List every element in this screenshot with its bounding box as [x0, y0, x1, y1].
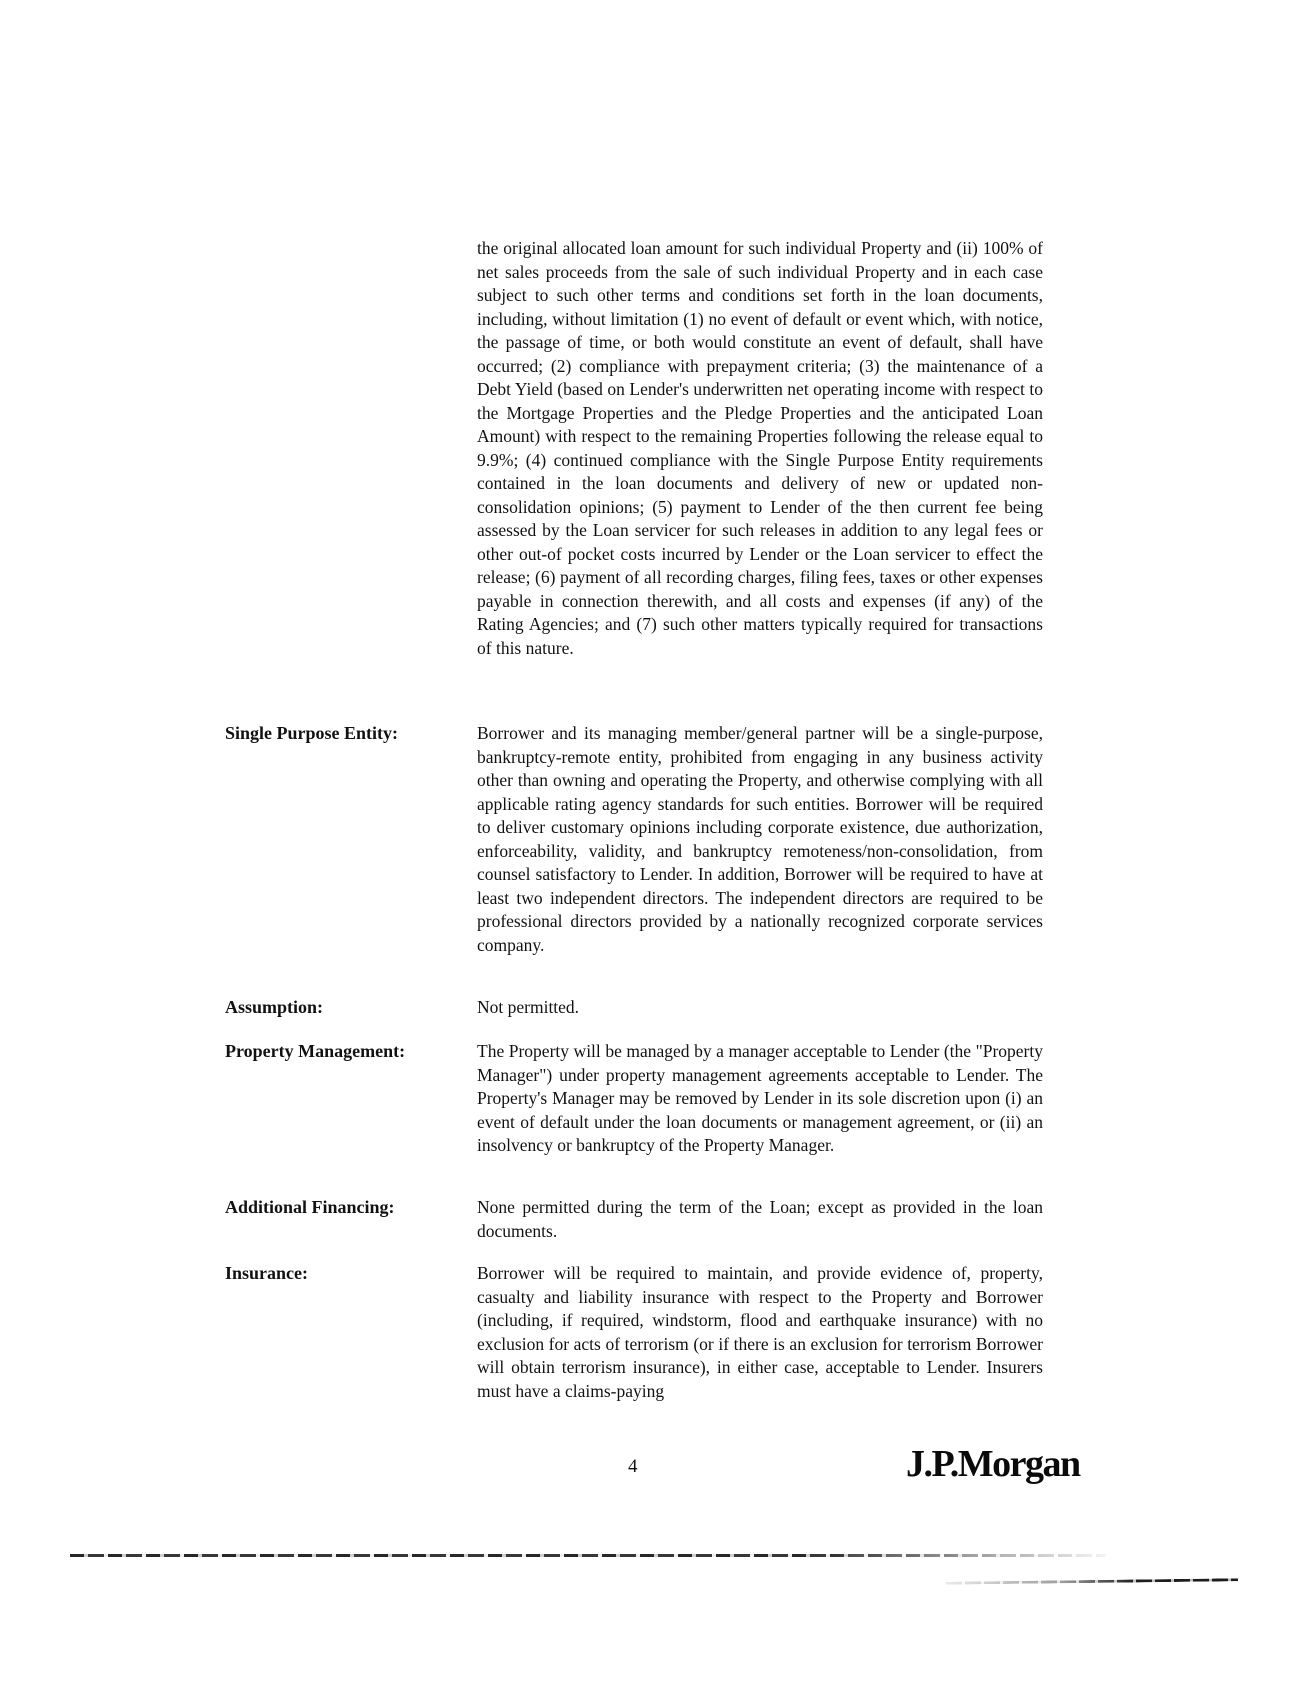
continuation-paragraph: the original allocated loan amount for such individual Property and (ii) 100% of net sales proceeds from the sale of such individual Property and in each case subject to such other terms and conditions set forth in the loan documents, including, without limitation (1) no event of default or event which, with notice, the passage of time, or both would constitute an event of default, shall have occurred; (2) compliance with prepayment criteria; (3) the maintenance of a Debt Yield (based on Lender's underwritten net operating income with respect to the Mortgage Properties and the Pledge Properties and the anticipated Loan Amount) with respect to the remaining Properties following the release equal to 9.9%; (4) continued compliance with the Single Purpose Entity requirements contained in the loan documents and delivery of new or updated non-consolidation opinions; (5) payment to Lender of the then current fee being assessed by the Loan servicer for such releases in addition to any legal fees or other out-of pocket costs incurred by Lender or the Loan servicer to effect the release; (6) payment of all recording charges, filing fees, taxes or other expenses payable in connection therewith, and all costs and expenses (if any) of the Rating Agencies; and (7) such other matters typically required for transactions of this nature. [477, 238, 1043, 658]
section-body-assumption: Not permitted. [477, 997, 580, 1017]
scan-artifact-line-top [70, 1554, 1106, 1557]
section-label-single-purpose-entity: Single Purpose Entity: [225, 723, 399, 743]
section-label-property-management: Property Management: [225, 1041, 406, 1061]
scan-artifact-line-bottom [946, 1578, 1238, 1584]
section-label-assumption: Assumption: [225, 997, 324, 1017]
section-label-additional-financing: Additional Financing: [225, 1197, 395, 1217]
page-number: 4 [628, 1456, 638, 1477]
section-label-insurance: Insurance: [225, 1263, 309, 1283]
section-body-additional-financing: None permitted during the term of the Loan; except as provided in the loan documents. [477, 1197, 1043, 1241]
section-body-property-management: The Property will be managed by a manager acceptable to Lender (the "Property Manager") under property management agreements acceptable to Lender. The Property's Manager may be removed by Lender in its sole discretion upon (i) an event of default under the loan documents or management agreement, or (ii) an insolvency or bankruptcy of the Property Manager. [477, 1041, 1043, 1155]
jpmorgan-logo: J.P.Morgan [906, 1443, 1080, 1485]
section-body-insurance: Borrower will be required to maintain, and provide evidence of, property, casualty and liability insurance with respect to the Property and Borrower (including, if required, windstorm, flood and earthquake insurance) with no exclusion for acts of terrorism (or if there is an exclusion for terrorism Borrower will obtain terrorism insurance), in either case, acceptable to Lender. Insurers must have a claims-paying [477, 1263, 1043, 1401]
section-body-single-purpose-entity: Borrower and its managing member/general partner will be a single-purpose, bankruptcy-remote entity, prohibited from engaging in any business activity other than owning and operating the Property, and otherwise complying with all applicable rating agency standards for such entities. Borrower will be required to deliver customary opinions including corporate existence, due authorization, enforceability, validity, and bankruptcy remoteness/non-consolidation, from counsel satisfactory to Lender. In addition, Borrower will be required to have at least two independent directors. The independent directors are required to be professional directors provided by a nationally recognized corporate services company. [477, 723, 1043, 955]
